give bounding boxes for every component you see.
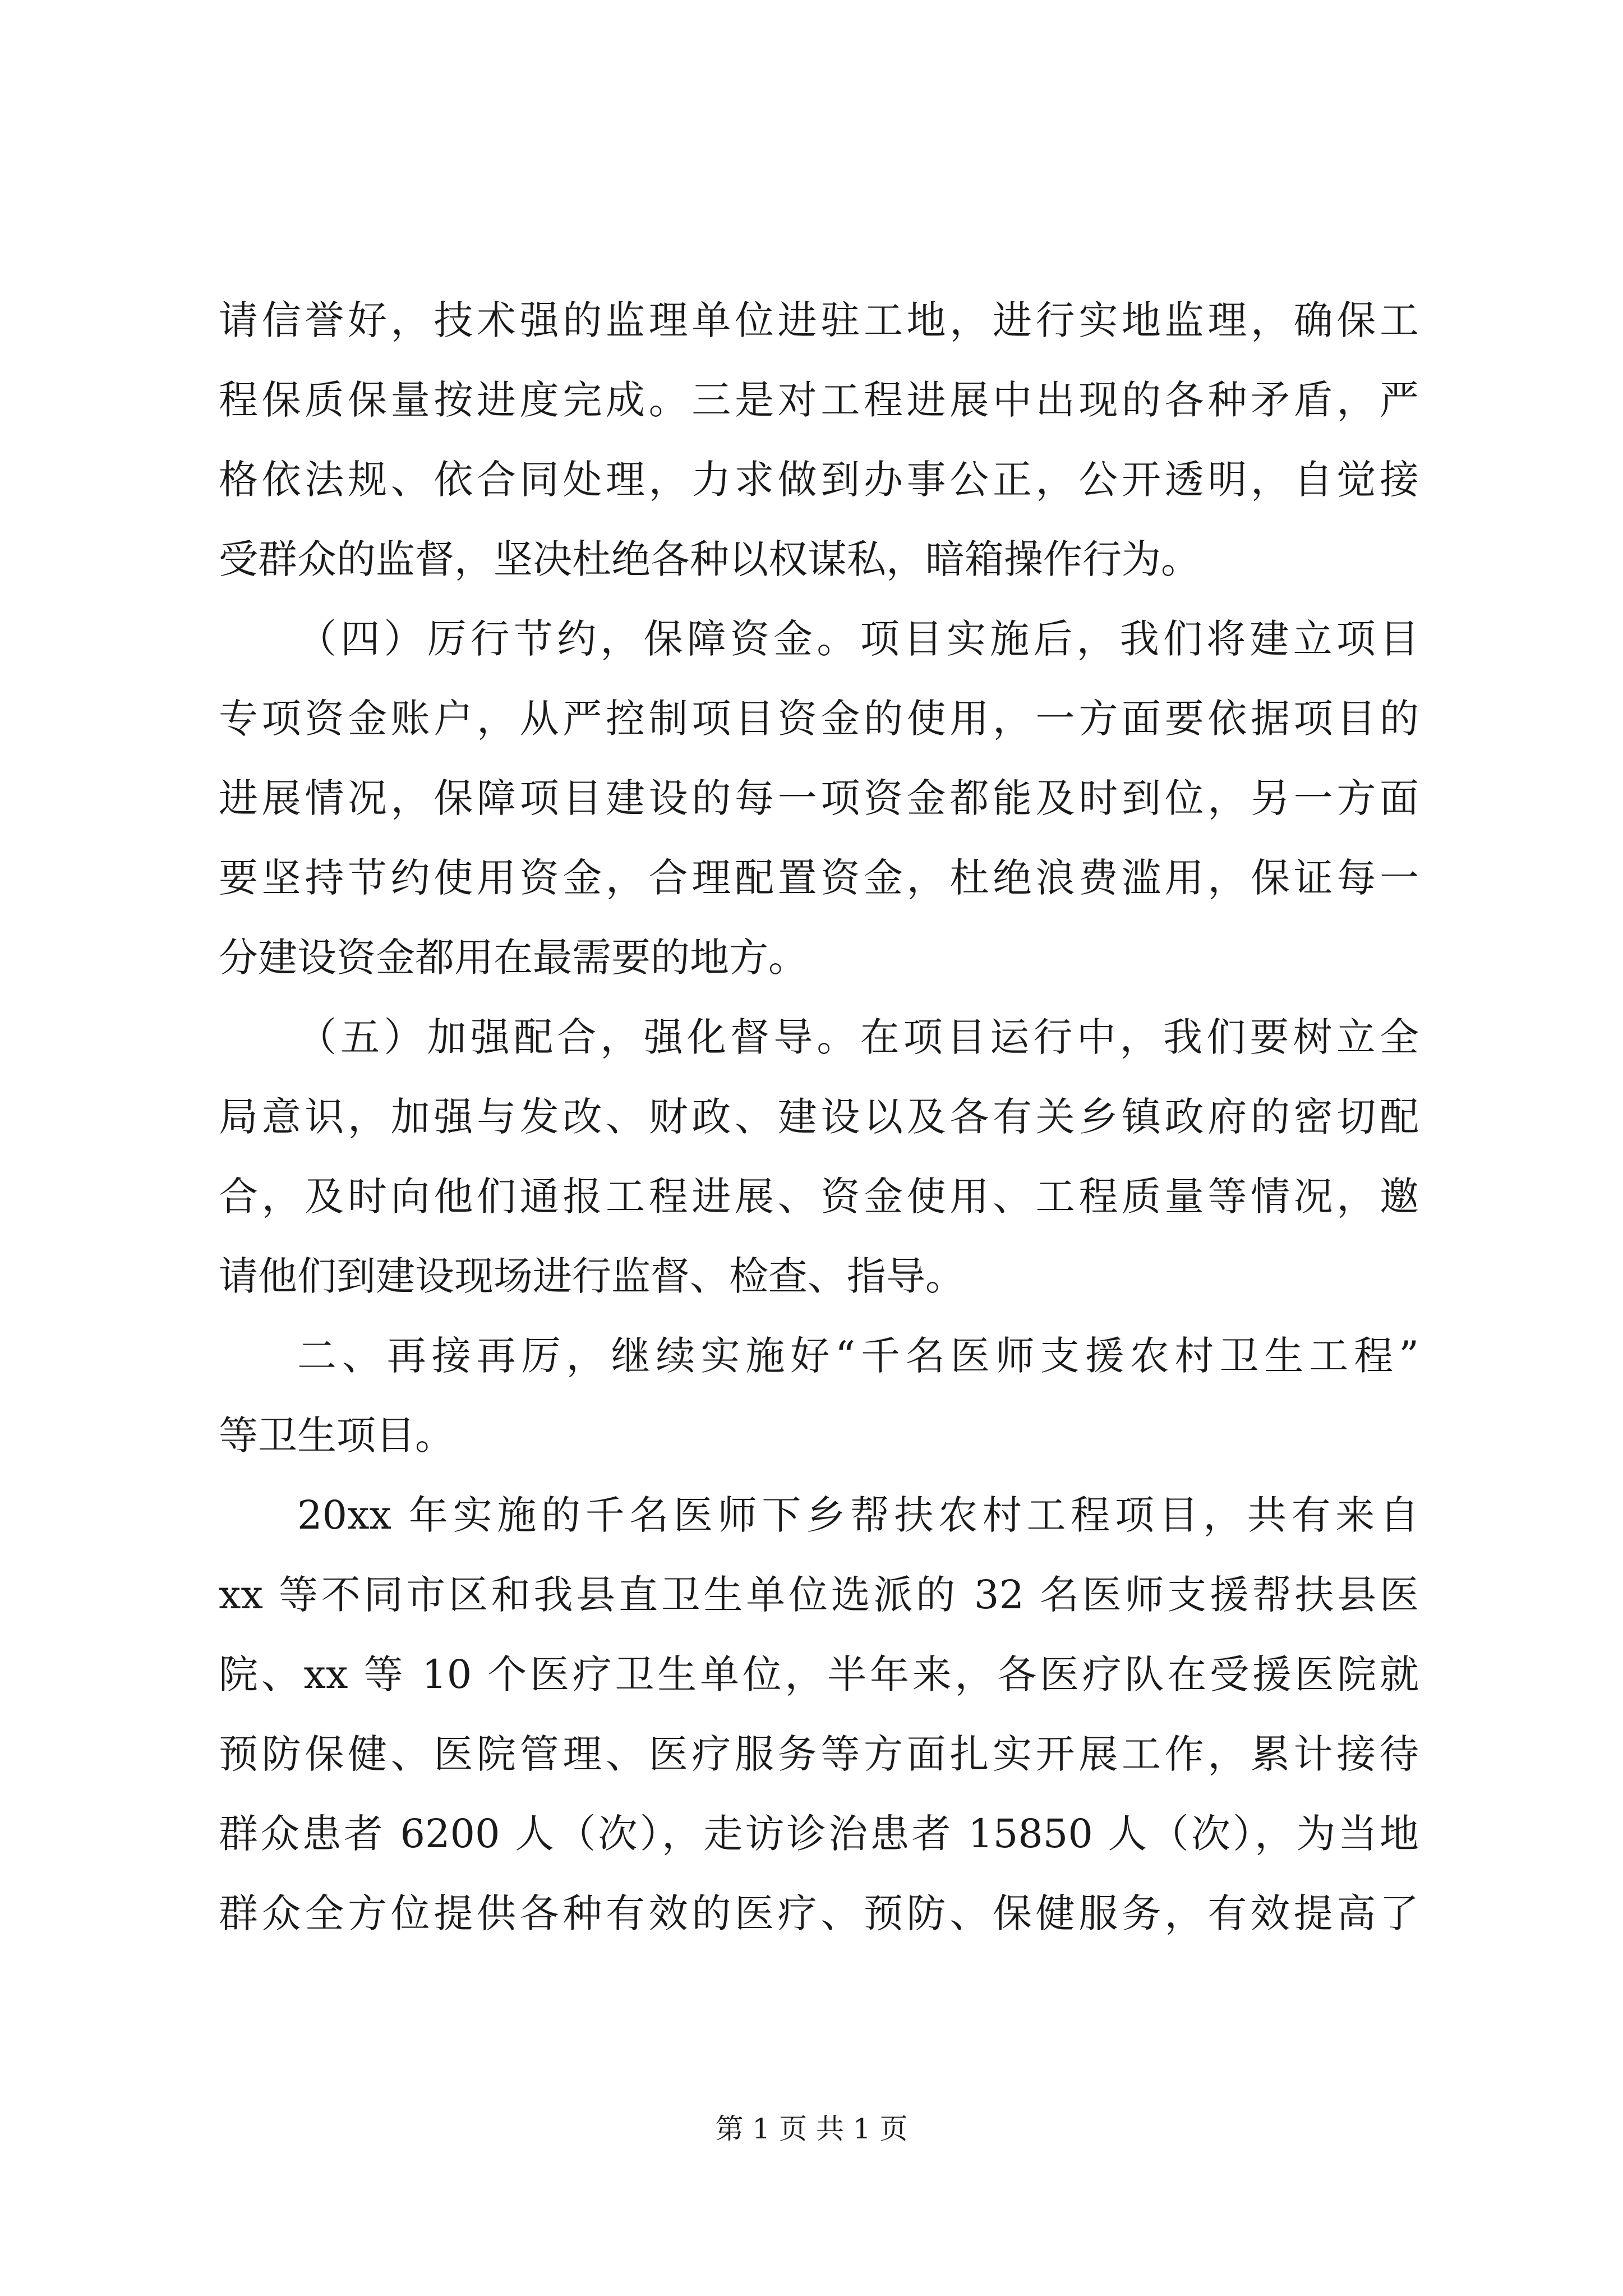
text-line: 群众全方位提供各种有效的医疗、预防、保健服务，有效提高了 — [219, 1890, 1419, 1936]
text-line: 分建设资金都用在最需要的地方。 — [219, 935, 808, 981]
page-footer: 第 1 页 共 1 页 — [715, 2113, 908, 2145]
text-line: 格依法规、依合同处理，力求做到办事公正，公开透明，自觉接 — [219, 457, 1419, 503]
text-line: 进展情况，保障项目建设的每一项资金都能及时到位，另一方面 — [219, 775, 1419, 821]
text-line: 院、xx 等 10 个医疗卫生单位，半年来，各医疗队在受援医院就 — [219, 1651, 1419, 1697]
text-line: 专项资金账户，从严控制项目资金的使用，一方面要依据项目的 — [219, 696, 1419, 742]
paragraph-heading-line: （四）厉行节约，保障资金。项目实施后，我们将建立项目 — [297, 616, 1419, 662]
text-line: 请信誉好，技术强的监理单位进驻工地，进行实地监理，确保工 — [219, 297, 1419, 343]
text-line: 要坚持节约使用资金，合理配置资金，杜绝浪费滥用，保证每一 — [219, 855, 1419, 901]
paragraph-heading-line: （五）加强配合，强化督导。在项目运行中，我们要树立全 — [297, 1014, 1419, 1060]
text-line: 程保质保量按进度完成。三是对工程进展中出现的各种矛盾，严 — [219, 377, 1419, 423]
text-line: xx 等不同市区和我县直卫生单位选派的 32 名医师支援帮扶县医 — [219, 1572, 1419, 1618]
text-line: 预防保健、医院管理、医疗服务等方面扎实开展工作，累计接待 — [219, 1731, 1419, 1777]
text-line: 请他们到建设现场进行监督、检查、指导。 — [219, 1253, 965, 1299]
section-heading-line: 二、再接再厉，继续实施好“千名医师支援农村卫生工程” — [297, 1333, 1419, 1379]
text-line: 局意识，加强与发改、财政、建设以及各有关乡镇政府的密切配 — [219, 1094, 1419, 1140]
paragraph-first-line: 20xx 年实施的千名医师下乡帮扶农村工程项目，共有来自 — [297, 1492, 1419, 1538]
text-line: 受群众的监督，坚决杜绝各种以权谋私，暗箱操作行为。 — [219, 536, 1200, 582]
text-line: 等卫生项目。 — [219, 1412, 454, 1458]
body-text — [219, 280, 1419, 1953]
text-line: 合，及时向他们通报工程进展、资金使用、工程质量等情况，邀 — [219, 1174, 1419, 1220]
text-line: 群众患者 6200 人（次），走访诊治患者 15850 人（次），为当地 — [219, 1811, 1419, 1857]
